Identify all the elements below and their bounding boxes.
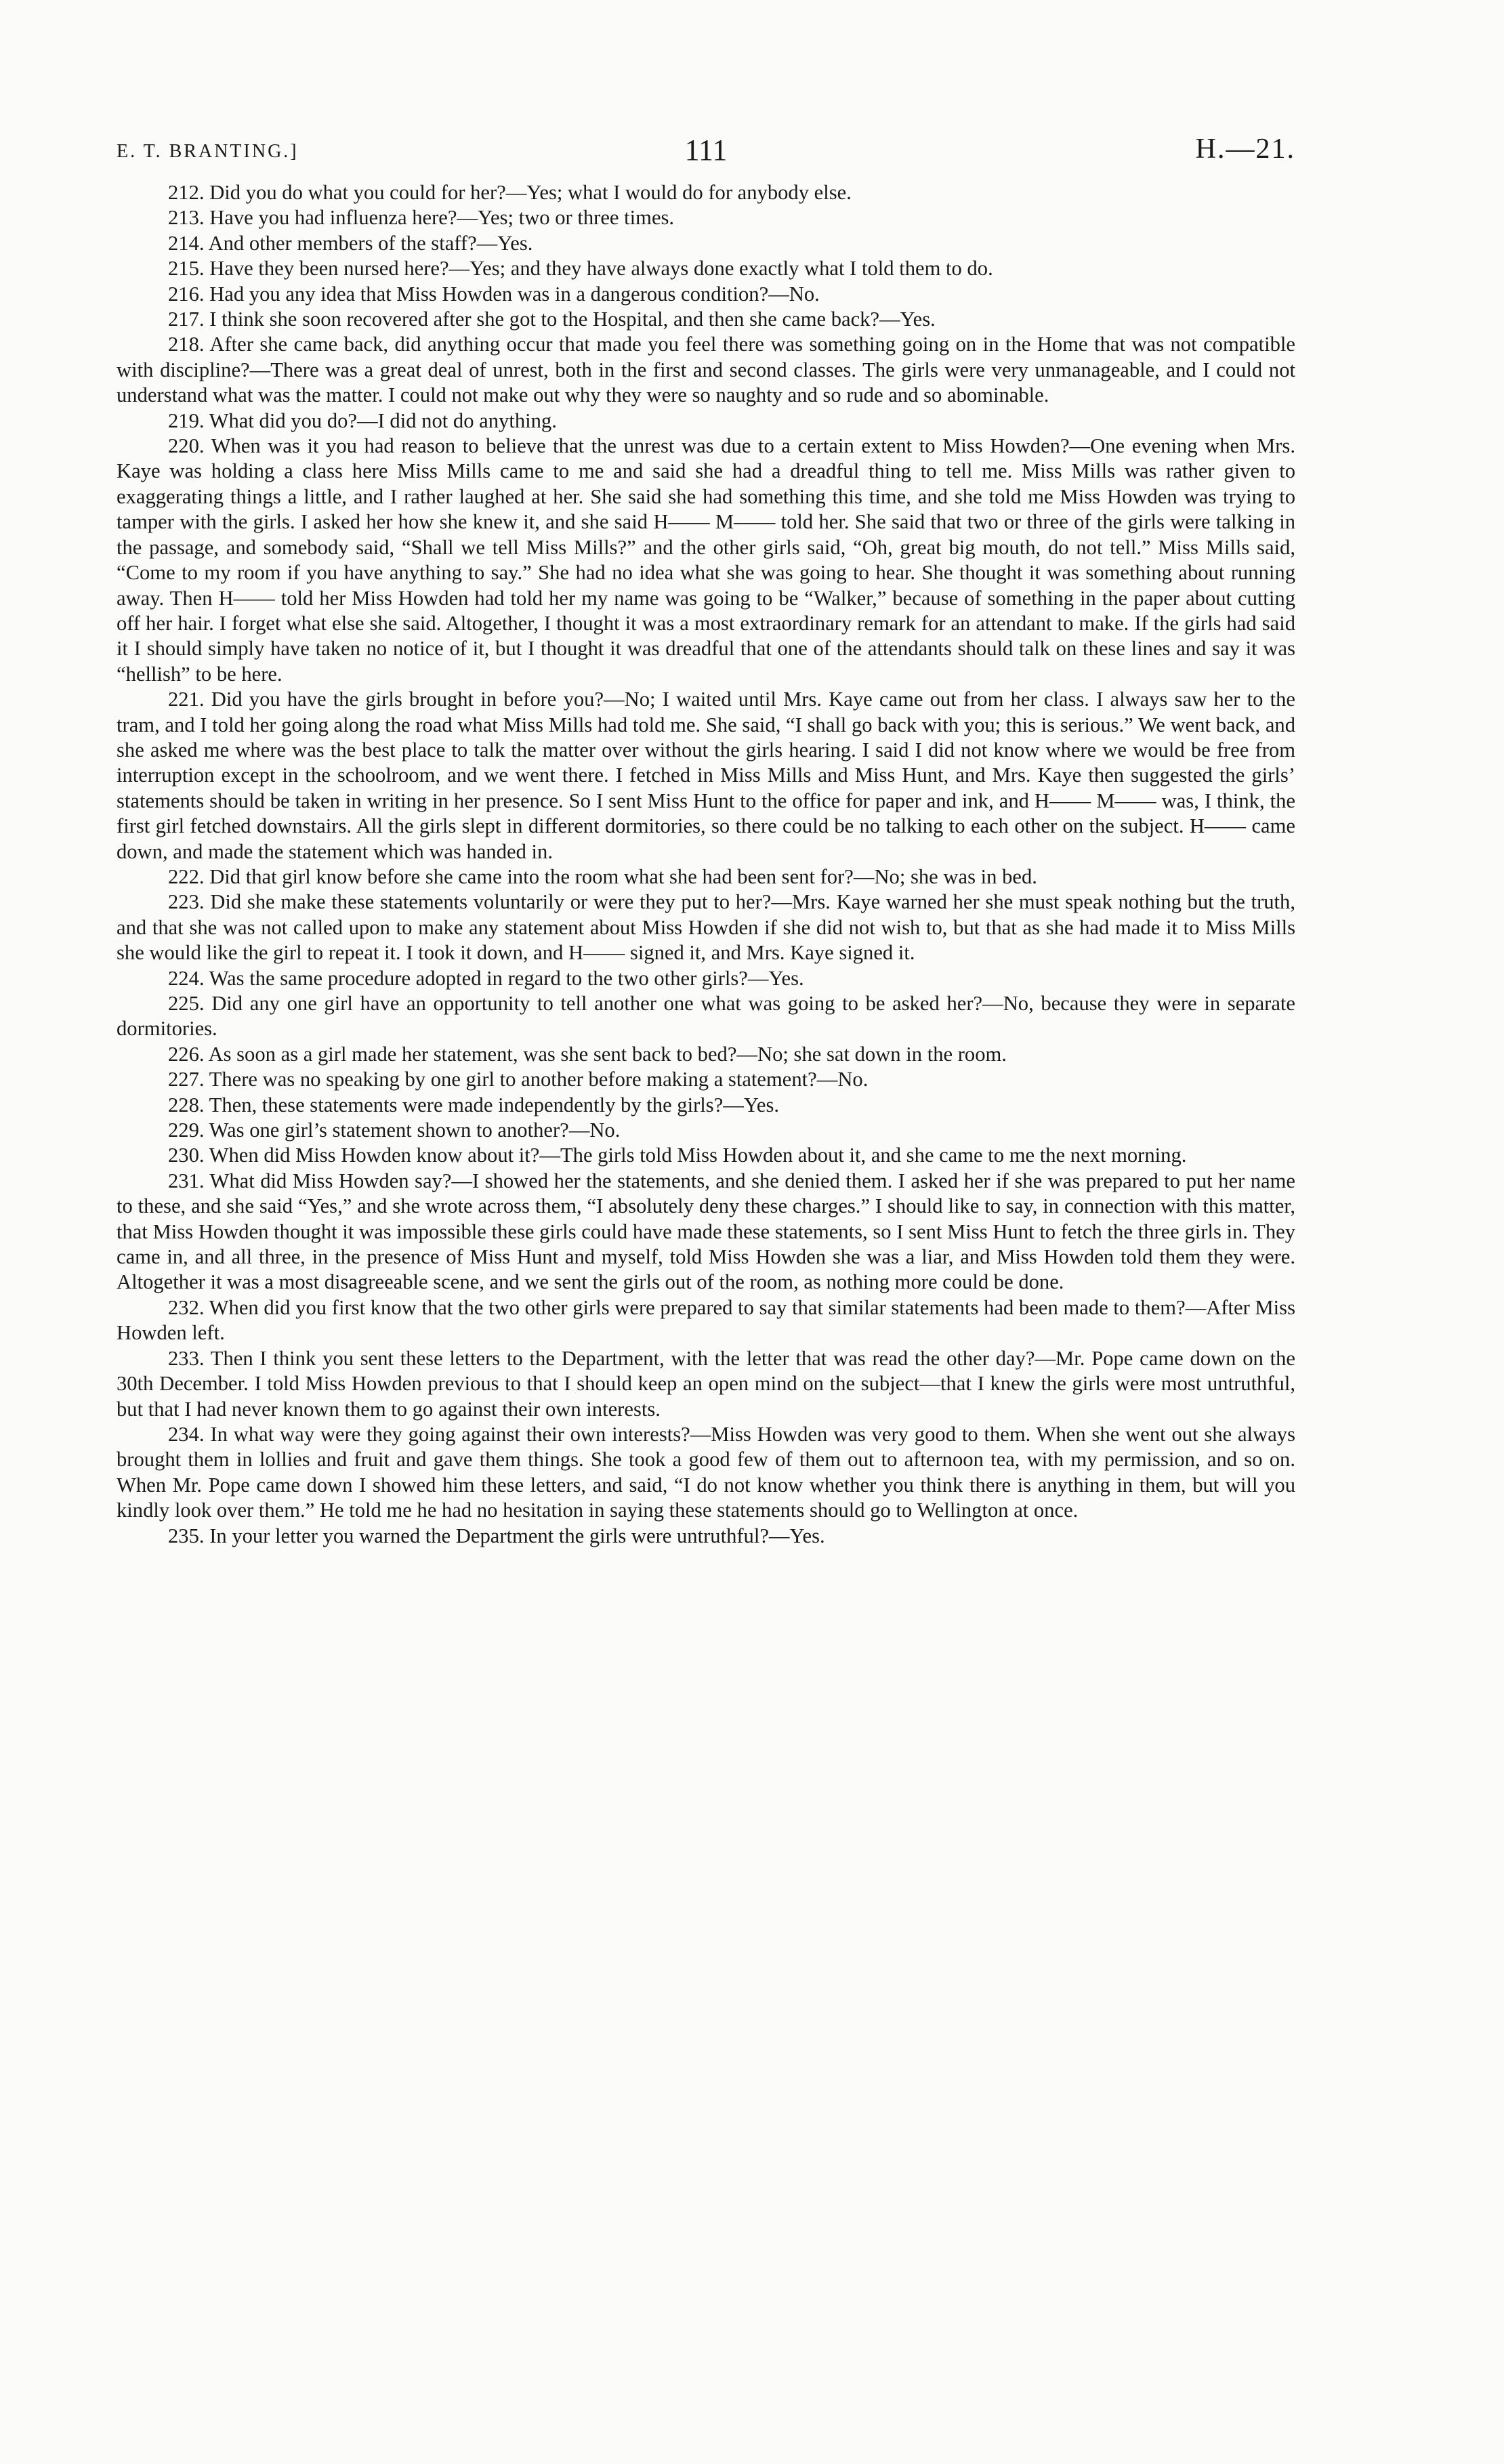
paragraph-217: 217. I think she soon recovered after she got to the Hospital, and then she came back?—Yes. [168, 308, 936, 331]
page-header [117, 133, 1295, 180]
paragraph-228: 228. Then, these statements were made independently by the girls?—Yes. [168, 1093, 780, 1116]
paragraph-226: 226. As soon as a girl made her statement, was she sent back to bed?—No; she sat down in the room. [168, 1042, 1007, 1066]
paragraph-214: 214. And other members of the staff?—Yes. [168, 231, 533, 255]
paragraph-223: 223. Did she make these statements voluntarily or were they put to her?—Mrs. Kaye warned her she must speak nothing but the truth, and that she was not called upon to make any statement about Miss Howden if she did not wish to, but that as she had made it to Miss Mills she would like the girl to repeat it. I took it down, and H—— signed it, and Mrs. Kaye signed it. [117, 890, 1295, 965]
paragraph-216: 216. Had you any idea that Miss Howden was in a dangerous condition?—No. [168, 282, 820, 306]
witness-name: E. T. BRANTING.] [117, 141, 299, 162]
paragraph-213: 213. Have you had influenza here?—Yes; two or three times. [168, 206, 675, 230]
paragraph-221: 221. Did you have the girls brought in before you?—No; I waited until Mrs. Kaye came out from her class. I always saw her to the tram, and I told her going along the road what Miss Mills had told me. She said, “I shall go back with you; this is serious.” We went back, and she asked me where was the best place to talk the matter over without the girls hearing. I said I did not know where we would be free from interruption except in the schoolroom, and we went there. I fetched in Miss Mills and Miss Hunt, and Mrs. Kaye then suggested the girls’ statements should be taken in writing in her presence. So I sent Miss Hunt to the office for paper and ink, and H—— M—— was, I think, the first girl fetched downstairs. All the girls slept in different dormitories, so there could be no talking to each other on the subject. H—— came down, and made the statement which was handed in. [117, 688, 1295, 863]
document-page [117, 133, 1295, 1549]
paragraph-215: 215. Have they been nursed here?—Yes; and they have always done exactly what I told them to do. [168, 257, 993, 280]
paragraph-231: 231. What did Miss Howden say?—I showed her the statements, and she denied them. I asked her if she was prepared to put her name to these, and she said “Yes,” and she wrote across them, “I absolutely deny these charges.” I should like to say, in connection with this matter, that Miss Howden thought it was impossible these girls could have made these statements, so I sent Miss Hunt to fetch the three girls in. They came in, and all three, in the presence of Miss Hunt and myself, told Miss Howden she was a liar, and Miss Howden told them they were. Altogether it was a most disagreeable scene, and we sent the girls out of the room, as nothing more could be done. [117, 1169, 1295, 1294]
paragraph-233: 233. Then I think you sent these letters to the Department, with the letter that was read the other day?—Mr. Pope came down on the 30th December. I told Miss Howden previous to that I should keep an open mind on the subject—that I knew the girls were most untruthful, but that I had never known them to go against their own interests. [117, 1346, 1295, 1421]
testimony-body [117, 180, 1295, 1549]
page-number: 111 [684, 133, 728, 167]
paragraph-218: 218. After she came back, did anything occur that made you feel there was something going on in the Home that was not compatible with discipline?—There was a great deal of unrest, both in the first and second classes. The girls were very unmanageable, and I could not understand what was the matter. I could not make out why they were so naughty and so rude and so abominable. [117, 333, 1295, 407]
paragraph-230: 230. When did Miss Howden know about it?—The girls told Miss Howden about it, and she came to me the next morning. [168, 1144, 1187, 1167]
paragraph-227: 227. There was no speaking by one girl to another before making a statement?—No. [168, 1068, 869, 1091]
paragraph-220: 220. When was it you had reason to believe that the unrest was due to a certain extent to Miss Howden?—One evening when Mrs. Kaye was holding a class here Miss Mills came to me and said she had a dreadful thing to tell me. Miss Mills was rather given to exaggerating things a little, and I rather laughed at her. She said she had something this time, and she told me Miss Howden was trying to tamper with the girls. I asked her how she knew it, and she said H—— M—— told her. She said that two or three of the girls were talking in the passage, and somebody said, “Shall we tell Miss Mills?” and the other girls said, “Oh, great big mouth, do not tell.” Miss Mills said, “Come to my room if you have anything to say.” She had no idea what she was going to hear. She thought it was something about running away. Then H—— told her Miss Howden had told her my name was going to be “Walker,” because of something in the paper about cutting off her hair. I forget what else she said. Altogether, I thought it was a most extraordinary remark for an attendant to make. If the girls had said it I should simply have taken no notice of it, but I thought it was dreadful that one of the attendants should talk on these lines and say it was “hellish” to be here. [117, 434, 1295, 686]
document-reference: H.—21. [1195, 133, 1295, 165]
paragraph-219: 219. What did you do?—I did not do anything. [168, 409, 557, 432]
paragraph-232: 232. When did you first know that the two other girls were prepared to say that similar statements had been made to them?—After Miss Howden left. [117, 1295, 1295, 1345]
paragraph-235: 235. In your letter you warned the Department the girls were untruthful?—Yes. [168, 1524, 825, 1547]
paragraph-234: 234. In what way were they going against their own interests?—Miss Howden was very good to them. When she went out she always brought them in lollies and fruit and gave them things. She took a good few of them out to afternoon tea, with my permission, and so on. When Mr. Pope came down I showed him these letters, and said, “I do not know whether you think there is anything in them, but will you kindly look over them.” He told me he had no hesitation in saying these statements should go to Wellington at once. [117, 1422, 1295, 1522]
paragraph-224: 224. Was the same procedure adopted in regard to the two other girls?—Yes. [168, 966, 804, 990]
paragraph-225: 225. Did any one girl have an opportunity to tell another one what was going to be asked her?—No, because they were in separate dormitories. [117, 992, 1295, 1041]
paragraph-222: 222. Did that girl know before she came into the room what she had been sent for?—No; she was in bed. [168, 864, 1037, 888]
paragraph-212: 212. Did you do what you could for her?—Yes; what I would do for anybody else. [168, 181, 852, 204]
paragraph-229: 229. Was one girl’s statement shown to another?—No. [168, 1119, 621, 1142]
